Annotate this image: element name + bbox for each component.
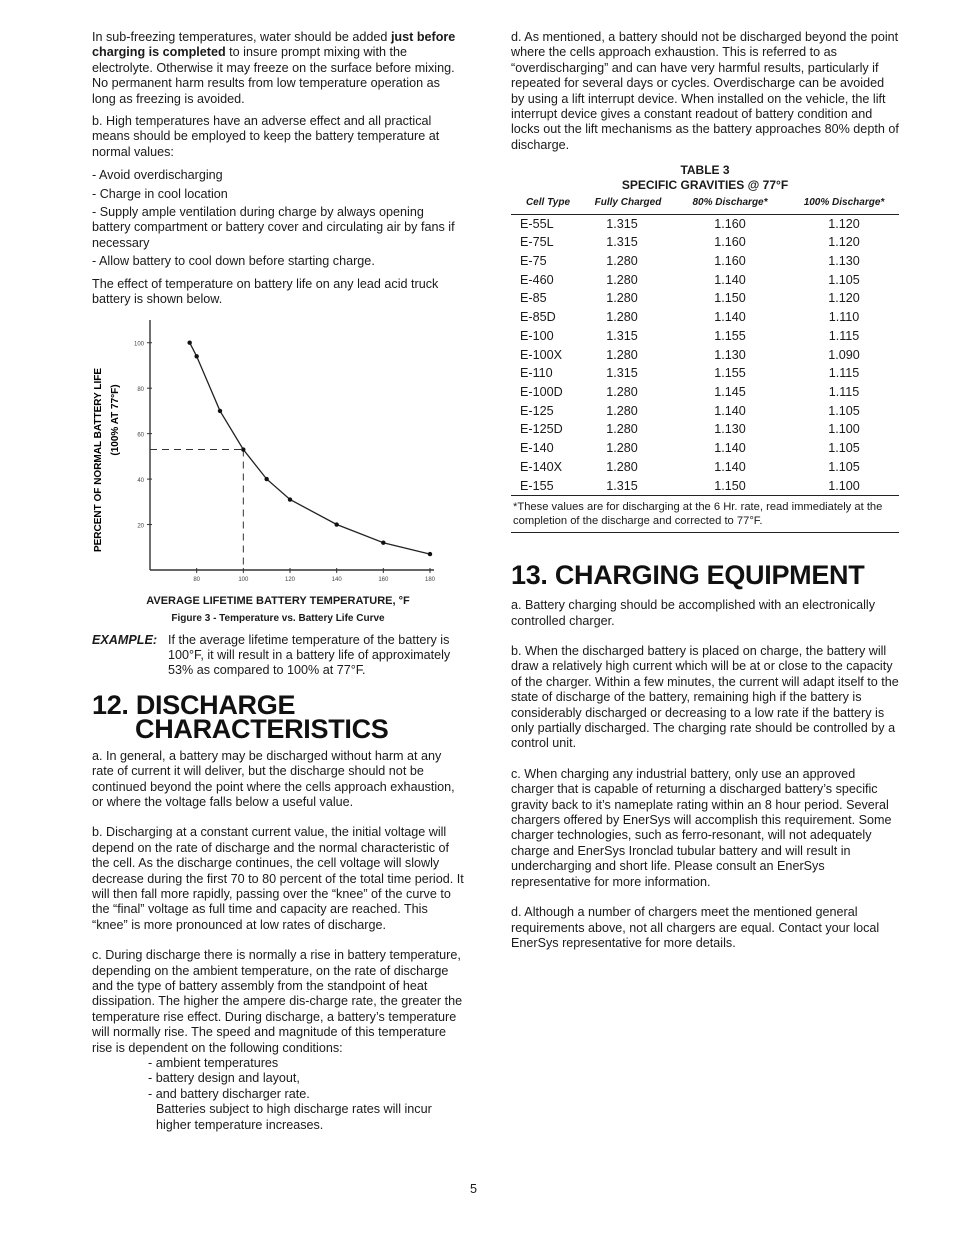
data-point bbox=[381, 540, 385, 544]
data-point bbox=[334, 522, 338, 526]
table-row bbox=[511, 327, 899, 346]
table-cell: E-100X bbox=[520, 347, 563, 362]
table-cell: 1.280 bbox=[606, 422, 638, 437]
table-cell: 1.280 bbox=[606, 384, 638, 399]
list-item: - Allow battery to cool down before starting charge. bbox=[92, 254, 375, 269]
table-cell: E-125 bbox=[520, 403, 554, 418]
y-tick-label: 40 bbox=[137, 477, 144, 484]
data-point bbox=[241, 447, 245, 451]
text: to insure prompt mixing with the electrolyte. Otherwise it may freeze on the surface before mixing. No permanent harm results from low temperature operation as long as freezing is avoided. bbox=[92, 45, 455, 106]
column-header: Fully Charged bbox=[585, 193, 671, 214]
table-cell: 1.160 bbox=[714, 254, 746, 269]
table-row bbox=[511, 477, 899, 496]
example-label: EXAMPLE: bbox=[92, 632, 158, 647]
table-cell: 1.105 bbox=[828, 403, 860, 418]
table-cell: 1.140 bbox=[714, 403, 746, 418]
table-title: TABLE 3 bbox=[680, 163, 730, 178]
table-cell: 1.140 bbox=[714, 459, 746, 474]
table-cell: 1.155 bbox=[714, 328, 746, 343]
list-item: - Supply ample ventilation during charge by always opening battery compartment or battery cover and circulating air by fans if necessary bbox=[92, 205, 455, 250]
x-tick-label: 100 bbox=[238, 576, 249, 583]
section-13-heading: 13. CHARGING EQUIPMENT bbox=[511, 560, 865, 591]
table-cell: E-140 bbox=[520, 441, 554, 456]
list-item: - battery design and layout, bbox=[148, 1071, 300, 1086]
paragraph-13c: c. When charging any industrial battery, only use an approved charger that is capable of returning a discharged battery’s specific gravity back to it’s nameplate rating within an 8 hour period. Several chargers offered by EnerSys will accomplish this requirement. Some charger technologies, such as ferro-resonant, will not adequately charge and EnerSys Ironclad tubular battery and will result in undercharging and short life. Please consult an EnerSys representative for more information. bbox=[511, 766, 892, 889]
table-row bbox=[511, 458, 899, 477]
table-cell: 1.130 bbox=[714, 347, 746, 362]
data-point bbox=[288, 497, 292, 501]
text: In sub-freezing temperatures, water should be added bbox=[92, 30, 391, 44]
paragraph-12b: b. Discharging at a constant current value, the initial voltage will depend on the rate of discharge and the normal characteristic of the cell. As the discharge continues, the cell voltage will slowly decrease during the first 70 to 80 percent of the total time period. It will then fall more rapidly, passing over the “knee” of the curve to the “final” voltage as full time and capacity are reached. This “knee” is more pronounced at low rates of discharge. bbox=[92, 825, 464, 932]
column-header: 100% Discharge* bbox=[789, 193, 899, 214]
table-cell: E-460 bbox=[520, 272, 554, 287]
table-row bbox=[511, 439, 899, 458]
x-tick-label: 120 bbox=[284, 576, 296, 583]
data-point bbox=[218, 408, 222, 412]
table-cell: 1.150 bbox=[714, 478, 746, 493]
table-cell: E-100 bbox=[520, 328, 554, 343]
x-tick-label: 160 bbox=[378, 576, 389, 583]
paragraph-12a: a. In general, a battery may be discharged without harm at any rate of current it will deliver, but the discharge should not be continued beyond the point where the cells approach exhaustion, or where the voltage falls below a useful value. bbox=[92, 748, 455, 809]
table-cell: 1.280 bbox=[606, 254, 638, 269]
table-cell: 1.280 bbox=[606, 459, 638, 474]
table-cell: 1.110 bbox=[828, 310, 860, 325]
section-title-line: 12. DISCHARGE bbox=[92, 689, 296, 720]
table-cell: E-75L bbox=[520, 235, 554, 250]
paragraph-high-temp: b. High temperatures have an adverse effect and all practical means should be employed to keep the battery temperature at normal values: bbox=[92, 114, 440, 159]
paragraph-13a: a. Battery charging should be accomplished with an electronically controlled charger. bbox=[511, 598, 876, 628]
table-cell: E-75 bbox=[520, 254, 547, 269]
table-row bbox=[511, 271, 899, 290]
table-subtitle: SPECIFIC GRAVITIES @ 77°F bbox=[621, 178, 789, 193]
paragraph-12-tail: Batteries subject to high discharge rates will incur higher temperature increases. bbox=[156, 1102, 432, 1132]
table-footnote: *These values are for discharging at the 6 Hr. rate, read immediately at the completion of the discharge and corrected to 77°F. bbox=[511, 496, 899, 533]
table-cell: 1.280 bbox=[606, 441, 638, 456]
table-cell: 1.130 bbox=[714, 422, 746, 437]
table-cell: E-125D bbox=[520, 422, 563, 437]
temperature-life-chart bbox=[92, 320, 464, 588]
paragraph-13d: d. Although a number of chargers meet the mentioned general requirements above, not all chargers are equal. Contact your local EnerSys representative for more details. bbox=[511, 905, 880, 950]
paragraph-freezing bbox=[92, 30, 464, 107]
table-cell: 1.280 bbox=[606, 403, 638, 418]
table-cell: 1.115 bbox=[828, 328, 860, 343]
y-tick-label: 80 bbox=[137, 386, 144, 393]
list-item: - Charge in cool location bbox=[92, 186, 228, 201]
table-cell: 1.105 bbox=[828, 441, 860, 456]
data-point bbox=[264, 476, 268, 480]
x-tick-label: 80 bbox=[193, 576, 201, 583]
table-row bbox=[511, 383, 899, 402]
paragraph-overdischarge: d. As mentioned, a battery should not be discharged beyond the point where the cells approach exhaustion. This is referred to as “overdischarging” and can have very harmful results, particularly if repeated for several days or cycles. Overdischarge can be avoided by using a lift interrupt device. When installed on the vehicle, the lift interrupt device gives a constant readout of battery condition and locks out the lift mechanisms as the battery approaches 80% depth of discharge. bbox=[511, 30, 899, 152]
table-cell: 1.130 bbox=[828, 254, 860, 269]
table-row bbox=[511, 308, 899, 327]
table-cell: 1.280 bbox=[606, 272, 638, 287]
table-cell: 1.115 bbox=[828, 366, 860, 381]
table-cell: 1.105 bbox=[828, 459, 860, 474]
list-item: - Avoid overdischarging bbox=[92, 168, 223, 183]
y-tick-label: 60 bbox=[137, 432, 144, 439]
list-item: - ambient temperatures bbox=[148, 1056, 279, 1071]
series-line bbox=[190, 342, 430, 553]
y-axis-label-sub: (100% AT 77°F) bbox=[110, 383, 121, 456]
table-cell: E-85D bbox=[520, 310, 556, 325]
table-row bbox=[511, 346, 899, 365]
data-point bbox=[187, 340, 191, 344]
data-point bbox=[428, 551, 432, 555]
table-row bbox=[511, 402, 899, 421]
table-cell: 1.100 bbox=[828, 422, 860, 437]
right-column bbox=[511, 30, 899, 966]
table-cell: 1.120 bbox=[828, 216, 860, 231]
y-tick-label: 100 bbox=[133, 341, 144, 348]
table-cell: 1.140 bbox=[714, 310, 746, 325]
bold-text: just before charging is completed bbox=[92, 30, 456, 60]
table-cell: 1.280 bbox=[606, 310, 638, 325]
example-text: If the average lifetime temperature of the battery is 100°F, it will result in a battery life of approximately 53% as compared to 100% at 77°F. bbox=[168, 632, 451, 678]
table-row bbox=[511, 214, 899, 233]
table-row bbox=[511, 252, 899, 271]
table-row bbox=[511, 364, 899, 383]
table-cell: 1.140 bbox=[714, 441, 746, 456]
table-cell: E-85 bbox=[520, 291, 547, 306]
table-cell: 1.115 bbox=[828, 384, 860, 399]
table-row bbox=[511, 233, 899, 252]
table-cell: 1.280 bbox=[606, 347, 638, 362]
table-cell: 1.315 bbox=[606, 366, 638, 381]
table-cell: 1.280 bbox=[606, 291, 638, 306]
table-cell: E-55L bbox=[520, 216, 554, 231]
table-cell: 1.120 bbox=[828, 235, 860, 250]
table-cell: 1.090 bbox=[828, 347, 860, 362]
table-cell: 1.140 bbox=[714, 272, 746, 287]
table-cell: 1.160 bbox=[714, 235, 746, 250]
x-tick-label: 140 bbox=[331, 576, 342, 583]
paragraph-13b: b. When the discharged battery is placed on charge, the battery will draw a relatively high current which will be at or close to the capacity of the charger. Within a few minutes, the current will adapt itself to the state of discharge of the battery, remaining high if the battery is considerably discharged or decreasing to a low rate if the battery is only partially discharged. The charging rate should be controlled by a control unit. bbox=[511, 644, 899, 751]
table-header-row bbox=[511, 193, 899, 214]
list-item: - and battery discharger rate. bbox=[148, 1086, 310, 1101]
table-cell: E-100D bbox=[520, 384, 563, 399]
table-cell: 1.160 bbox=[714, 216, 746, 231]
section-title-line: CHARACTERISTICS bbox=[135, 713, 389, 744]
table-cell: 1.145 bbox=[714, 384, 746, 399]
left-column bbox=[92, 30, 464, 1133]
y-axis-label: PERCENT OF NORMAL BATTERY LIFE bbox=[93, 367, 104, 552]
table-cell: E-155 bbox=[520, 478, 554, 493]
table-cell: 1.100 bbox=[828, 478, 860, 493]
table-cell: 1.315 bbox=[606, 328, 638, 343]
table-cell: 1.150 bbox=[714, 291, 746, 306]
chart-x-axis-label: AVERAGE LIFETIME BATTERY TEMPERATURE, °F bbox=[146, 594, 410, 607]
paragraph-12c: c. During discharge there is normally a rise in battery temperature, depending on the ambient temperature, on the rate of discharge and the type of battery assembly from the standpoint of heat dissipation. The higher the ampere dis-charge rate, the greater the temperature rise effect. During discharge, a battery’s temperature will normally rise. The speed and magnitude of this temperature rise is dependent on the following conditions: bbox=[92, 948, 463, 1055]
section-12-heading bbox=[92, 689, 464, 744]
table-cell: 1.155 bbox=[714, 366, 746, 381]
figure-caption: Figure 3 - Temperature vs. Battery Life Curve bbox=[171, 612, 385, 624]
table-cell: 1.315 bbox=[606, 216, 638, 231]
chart-svg bbox=[92, 320, 464, 588]
column-header: Cell Type bbox=[511, 193, 585, 214]
table-cell: E-140X bbox=[520, 459, 563, 474]
y-tick-label: 20 bbox=[137, 523, 144, 530]
data-point bbox=[194, 354, 198, 358]
paragraph-temp-effect: The effect of temperature on battery life on any lead acid truck battery is shown below. bbox=[92, 276, 439, 307]
table-cell: 1.120 bbox=[828, 291, 860, 306]
example-block bbox=[92, 633, 464, 679]
column-header: 80% Discharge* bbox=[671, 193, 789, 214]
table-cell: 1.105 bbox=[828, 272, 860, 287]
specific-gravity-table bbox=[511, 193, 899, 533]
table-cell: 1.315 bbox=[606, 235, 638, 250]
table-cell: E-110 bbox=[520, 366, 553, 381]
page-number: 5 bbox=[470, 1182, 478, 1196]
table-row bbox=[511, 420, 899, 439]
x-tick-label: 180 bbox=[424, 576, 436, 583]
table-row bbox=[511, 289, 899, 308]
table-cell: 1.315 bbox=[606, 478, 638, 493]
